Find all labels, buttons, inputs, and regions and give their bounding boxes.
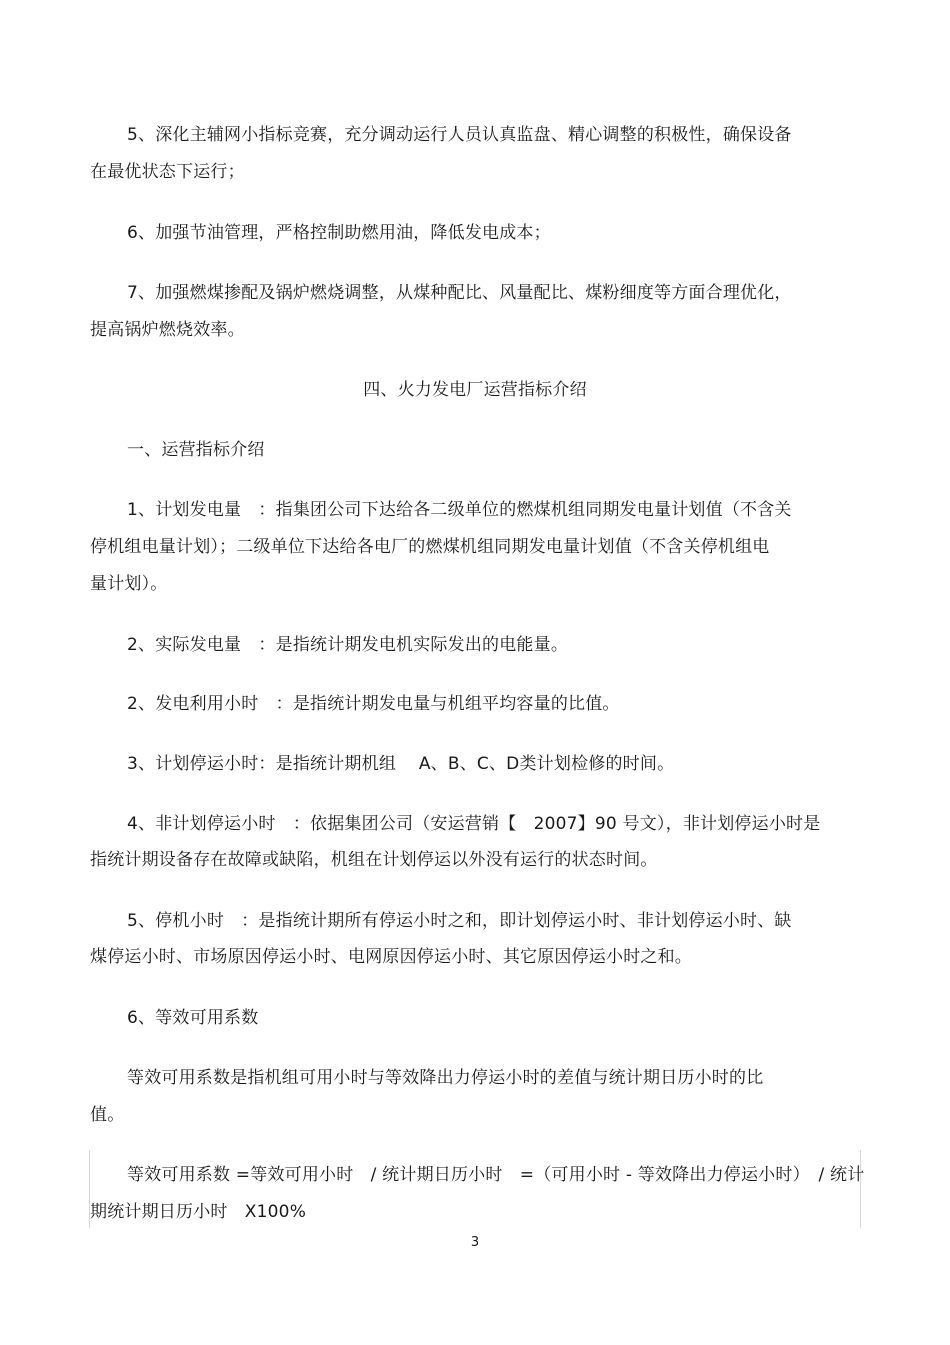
item7-line2: 提高锅炉燃烧效率。 [90, 320, 245, 340]
definition-1-line2: 停机组电量计划）；二级单位下达给各电厂的燃煤机组同期发电量计划值（不含关停机组电 [90, 537, 770, 557]
definition-5-line2: 煤停运小时、市场原因停运小时、电网原因停运小时、其它原因停运小时之和。 [90, 947, 692, 967]
definition-1-line3: 量计划）。 [90, 574, 168, 594]
definition-2a: 2、实际发电量 ：是指统计期发电机实际发出的电能量。 [127, 635, 569, 655]
definition-1-line1: 1、计划发电量 ：指集团公司下达给各二级单位的燃煤机组同期发电量计划值（不含关 [127, 500, 792, 520]
definition-5-line1: 5、停机小时 ：是指统计期所有停运小时之和，即计划停运小时、非计划停运小时、缺 [127, 911, 792, 931]
item6: 6、加强节油管理，严格控制助燃用油，降低发电成本； [127, 223, 551, 243]
page-number: 3 [470, 1235, 480, 1250]
definition-6-desc-line2: 值。 [90, 1105, 125, 1125]
item5-line1: 5、深化主辅网小指标竞赛，充分调动运行人员认真监盘、精心调整的积极性，确保设备 [127, 125, 792, 145]
formula-line1: 等效可用系数 =等效可用小时 / 统计期日历小时 =（可用小时 - 等效降出力停运小时） / 统计 [127, 1165, 865, 1185]
definition-6-title: 6、等效可用系数 [127, 1008, 259, 1028]
formula-line2: 期统计期日历小时 X100% [90, 1202, 307, 1222]
subsection-heading: 一、运营指标介绍 [127, 440, 265, 460]
item7-line1: 7、加强燃煤掺配及锅炉燃烧调整，从煤种配比、风量配比、煤粉细度等方面合理优化， [127, 283, 792, 303]
section-heading: 四、火力发电厂运营指标介绍 [363, 380, 587, 400]
definition-3: 3、计划停运小时：是指统计期机组 A、B、C、D类计划检修的时间。 [127, 754, 675, 774]
item5-line2: 在最优状态下运行； [90, 162, 245, 182]
definition-4-line2: 指统计期设备存在故障或缺陷，机组在计划停运以外没有运行的状态时间。 [90, 850, 658, 870]
definition-6-desc-line1: 等效可用系数是指机组可用小时与等效降出力停运小时的差值与统计期日历小时的比 [127, 1068, 764, 1088]
definition-4-line1: 4、非计划停运小时 ：依据集团公司（安运营销【 2007】90 号文），非计划停运小时是 [127, 814, 821, 834]
definition-2b: 2、发电利用小时 ：是指统计期发电量与机组平均容量的比值。 [127, 694, 620, 714]
